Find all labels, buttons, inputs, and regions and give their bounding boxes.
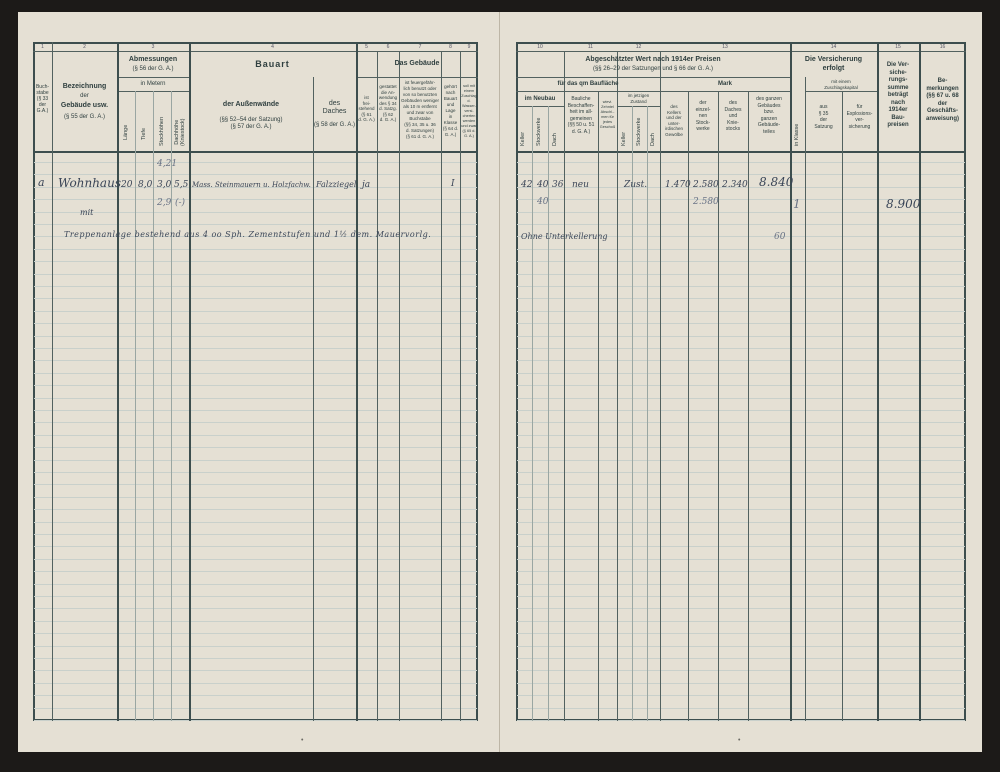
ruled-line xyxy=(517,174,965,175)
wert-keller-header: des Kellers und der unter- irdischen Gewölbe xyxy=(664,104,683,137)
ruled-line xyxy=(517,608,965,609)
aussenwaende-ref: (§§ 52–54 der Satzung) (§ 57 der G. A.) xyxy=(219,117,283,130)
col-number: 14 xyxy=(830,44,837,50)
ruled-line xyxy=(34,373,477,374)
neubau-header: im Neubau xyxy=(524,96,556,102)
col-line xyxy=(790,42,792,721)
ruled-line xyxy=(517,336,965,337)
ruled-line xyxy=(517,683,965,684)
col-number: 1 xyxy=(41,44,44,50)
col-number: 9 xyxy=(467,44,471,50)
summe-header: Die Ver- siche- rungs- summe beträgt nach 1914er Bau- preisen xyxy=(886,62,910,128)
col-number: 11 xyxy=(587,44,594,50)
col-line xyxy=(617,51,618,721)
abzug-header: wievi. Zehntel Abschl.- men für jedes Geschoß xyxy=(599,100,616,129)
col-number: 6 xyxy=(386,44,390,50)
ruled-line xyxy=(517,509,965,510)
col-number: 3 xyxy=(151,44,155,50)
ruled-line xyxy=(34,447,477,448)
ruled-line xyxy=(34,720,477,721)
col-line xyxy=(377,51,378,721)
header-rule xyxy=(117,77,189,78)
ruled-line xyxy=(34,646,477,647)
col-line xyxy=(919,42,921,721)
daches-title: des Daches xyxy=(322,100,347,115)
header-rule xyxy=(516,106,564,107)
ruled-line xyxy=(517,323,965,324)
bottom-mark: • xyxy=(301,737,304,744)
ruled-line xyxy=(34,534,477,535)
ruled-line xyxy=(34,174,477,175)
ruled-line xyxy=(517,646,965,647)
col-number: 4 xyxy=(271,44,274,50)
ruled-line xyxy=(517,621,965,622)
col-line xyxy=(135,91,136,721)
col-line xyxy=(632,106,633,721)
ruled-line xyxy=(34,274,477,275)
col-number: 12 xyxy=(635,44,642,50)
ruled-line xyxy=(34,323,477,324)
bauliche-header: Bauliche Beschaffen- heit im all- gemeinen (§§ 50 u. 51 d. G. A.) xyxy=(567,96,595,135)
abmessungen-ref: (§ 56 der G. A.) xyxy=(132,66,174,72)
col-line xyxy=(356,42,358,721)
ruled-line xyxy=(34,398,477,399)
wert-dach-header: des Daches und Knie- stocks xyxy=(724,100,742,132)
bezeichnung-ref: (§ 55 der G. A.) xyxy=(63,114,106,120)
ruled-line xyxy=(34,497,477,498)
col-line xyxy=(399,51,400,721)
col-number: 10 xyxy=(537,44,543,50)
col-line xyxy=(842,91,843,721)
ruled-line xyxy=(517,410,965,411)
mark-header: Mark xyxy=(717,81,732,87)
ruled-line xyxy=(34,683,477,684)
ruled-line xyxy=(517,534,965,535)
ruled-line xyxy=(517,670,965,671)
wert-ref: (§§ 26–29 der Satzungen und § 66 der G. A.) xyxy=(592,66,714,72)
ruled-line xyxy=(34,484,477,485)
entry-aussenwaende: Mass. Steinmauern u. Holzfachw. xyxy=(192,181,311,189)
ruled-line xyxy=(34,162,477,163)
ruled-line xyxy=(34,435,477,436)
col-line xyxy=(189,42,191,721)
ruled-line xyxy=(517,695,965,696)
gebaeude-freistehend: ist frei- stehend (§ 61 d. G. A.) xyxy=(358,95,375,122)
ruled-line xyxy=(34,249,477,250)
col-line xyxy=(117,42,119,721)
ruled-line xyxy=(517,708,965,709)
entry-wert-stock: 2.580 xyxy=(693,180,719,190)
versicherung-zuschlag: mit einem Zuschlagskapital xyxy=(824,79,858,90)
ruled-line xyxy=(517,298,965,299)
entry-stockhoehe: 3,0 xyxy=(157,180,172,190)
ruled-line xyxy=(34,298,477,299)
ruled-line xyxy=(34,460,477,461)
entry-tiefe: 8,0 xyxy=(138,180,153,190)
jetzt-keller: Keller xyxy=(621,131,627,146)
ruled-line xyxy=(517,422,965,423)
col-line xyxy=(805,77,806,721)
ruled-line xyxy=(34,336,477,337)
neubau-dach: Dach xyxy=(552,133,558,146)
ruled-line xyxy=(34,571,477,572)
header-bottom-rule xyxy=(516,151,966,153)
bauart-title: Bauart xyxy=(255,59,290,69)
entry-wert-ganz: 8.840 xyxy=(759,175,794,189)
col-tiefe: Tiefe xyxy=(141,127,147,140)
versicherung-title: Die Versicherung erfolgt xyxy=(804,56,863,72)
gebaeude-klasse: gehört nach Bauart und Lage in Klasse (§ 64 d. G. A.) xyxy=(442,84,459,137)
entry-bezeichnung: Wohnhaus xyxy=(58,176,121,190)
header-rule xyxy=(805,91,877,92)
col-line xyxy=(313,77,314,721)
col-line xyxy=(441,51,442,721)
entry-row3-ganz: 60 xyxy=(774,232,786,242)
bezeichnung-der: der xyxy=(80,93,89,99)
ruled-line xyxy=(34,311,477,312)
col-line xyxy=(52,42,53,721)
col-line xyxy=(532,106,533,721)
ruled-line xyxy=(517,261,965,262)
ruled-line xyxy=(34,658,477,659)
entry-bauliche: neu xyxy=(572,180,589,190)
ruled-line xyxy=(517,447,965,448)
ruled-line xyxy=(517,596,965,597)
buchstabe-header: Buch- stabe (§ 33 der G.A.) xyxy=(35,84,50,114)
entry-neubau-keller: 42 xyxy=(521,180,533,190)
entry-top-note: 4,21 xyxy=(157,159,178,169)
ruled-line xyxy=(517,658,965,659)
entry-klasse-mark: 1 xyxy=(793,197,801,211)
entry-row3-right: Ohne Unterkellerung xyxy=(521,232,608,241)
ruled-line xyxy=(34,509,477,510)
col-number: 16 xyxy=(939,44,946,50)
entry-summe: 8.900 xyxy=(886,197,921,211)
abmessungen-unit: in Metern xyxy=(140,81,166,87)
ruled-line xyxy=(34,261,477,262)
col-number: 13 xyxy=(722,44,728,50)
entry-neubau-dach: 36 xyxy=(552,180,564,190)
ruled-line xyxy=(517,559,965,560)
ruled-line xyxy=(517,571,965,572)
entry-freistehend: ja xyxy=(362,180,371,190)
ruled-line xyxy=(517,633,965,634)
ruled-line xyxy=(34,212,477,213)
ruled-line xyxy=(517,162,965,163)
col-number: 7 xyxy=(418,44,422,50)
col-dachhoehe: Dachhöhe (Kniestock) xyxy=(174,118,186,146)
ruled-line xyxy=(34,360,477,361)
ruled-line xyxy=(34,199,477,200)
versicherung-explosion: für Explosions- ver- sicherung xyxy=(846,104,873,130)
jetzt-dach: Dach xyxy=(650,133,656,146)
entry-neubau-stock: 40 xyxy=(537,180,549,190)
entry-buchstabe: a xyxy=(38,176,45,189)
versicherung-klasse: in Klasse xyxy=(794,123,800,146)
ruled-line xyxy=(517,360,965,361)
ruled-line xyxy=(517,373,965,374)
ruled-line xyxy=(34,708,477,709)
ruled-line xyxy=(517,720,965,721)
bezeichnung-gebaeude: Gebäude usw. xyxy=(60,102,109,109)
entry-row2-stockwerke: 2.580 xyxy=(693,197,719,207)
wert-ganzen-header: des ganzen Gebäudes bzw. ganzen Gebäude- teiles xyxy=(756,96,782,135)
jetzigen-header: im jetzigen Zustand xyxy=(627,93,650,104)
entry-wert-keller: 1.470 xyxy=(665,180,691,190)
ruled-line xyxy=(517,398,965,399)
ruled-line xyxy=(517,546,965,547)
versicherung-aus: aus § 35 der Satzung xyxy=(814,104,833,130)
ruled-line xyxy=(517,584,965,585)
bemerkungen-header: Be- merkungen (§§ 67 u. 68 der Geschäfts- anweisung) xyxy=(925,78,959,122)
daches-ref: (§ 58 der G. A.) xyxy=(313,122,356,128)
entry-row2-stock: 2,9 xyxy=(157,198,172,208)
entry-laenge: 20 xyxy=(121,180,133,190)
col-line xyxy=(153,91,154,721)
neubau-stockwerke: Stockwerke xyxy=(536,117,542,146)
ruled-line xyxy=(34,410,477,411)
header-rule xyxy=(617,106,660,107)
page-fold xyxy=(499,12,500,752)
ruled-line xyxy=(34,695,477,696)
ruled-line xyxy=(34,224,477,225)
ruled-line xyxy=(34,348,477,349)
ruled-line xyxy=(34,385,477,386)
header-bottom-rule xyxy=(33,151,478,153)
gebaeude-zuschlag: soll mit einem Zuschlag d. Wasser- versi- cherten werden und zwar (§ 65 d. G. A.) xyxy=(461,84,477,138)
col-line xyxy=(460,51,461,721)
ruled-line xyxy=(517,348,965,349)
col-number: 5 xyxy=(365,44,368,50)
ruled-line xyxy=(517,286,965,287)
entry-row2-dach: (-) xyxy=(175,198,186,208)
entry-row3-left: Treppenanlage bestehend aus 4 oo Sph. Zementstufen und 1½ dem. Mauervorlg. xyxy=(64,230,432,239)
bottom-mark: • xyxy=(738,737,741,744)
col-stockhoehen: Stockhöhen xyxy=(159,116,165,146)
ruled-line xyxy=(34,522,477,523)
ruled-line xyxy=(517,311,965,312)
ruled-line xyxy=(517,212,965,213)
ruled-line xyxy=(517,484,965,485)
col-line xyxy=(564,51,565,721)
ruled-line xyxy=(34,422,477,423)
col-number: 2 xyxy=(83,44,86,50)
numbers-row-line xyxy=(516,51,966,52)
ruled-line xyxy=(34,286,477,287)
gebaeude-title: Das Gebäude xyxy=(394,60,440,67)
ruled-line xyxy=(517,224,965,225)
ruled-line xyxy=(34,596,477,597)
col-number: 8 xyxy=(449,44,452,50)
entry-klasse: I xyxy=(451,179,455,189)
left-table-frame xyxy=(33,42,478,721)
ruled-line xyxy=(517,472,965,473)
ruled-line xyxy=(517,435,965,436)
neubau-keller: Keller xyxy=(520,131,526,146)
ruled-line xyxy=(517,460,965,461)
entry-mit: mit xyxy=(80,208,94,217)
ruled-line xyxy=(34,472,477,473)
col-number: 15 xyxy=(895,44,901,50)
col-line xyxy=(647,106,648,721)
ruled-line xyxy=(517,522,965,523)
jetzt-stockwerke: Stockwerke xyxy=(636,117,642,146)
bezeichnung-title: Bezeichnung xyxy=(62,83,107,90)
ruled-line xyxy=(517,249,965,250)
col-line xyxy=(748,91,749,721)
entry-row2-neubau: 40 xyxy=(537,197,549,207)
aussenwaende-title: der Außenwände xyxy=(222,101,280,108)
ruled-line xyxy=(517,385,965,386)
abmessungen-title: Abmessungen xyxy=(128,56,178,63)
gebaeude-anwendung: gestattet die An- wendung des § 34 d. Satzg. (§ 62 d. G. A.) xyxy=(378,84,398,122)
numbers-row-line xyxy=(33,51,478,52)
entry-wert-dach: 2.340 xyxy=(722,180,748,190)
right-table-frame xyxy=(516,42,966,721)
col-line xyxy=(598,91,599,721)
header-rule xyxy=(516,77,790,78)
ruled-line xyxy=(34,559,477,560)
entry-dach: Falzziegel xyxy=(316,180,357,189)
gebaeude-feuergefaehrlich: ist feuergefähr- lich benutzt oder von so benutzten Gebäuden weniger als 10 m entfernt und zwar von Buchstabe (§§ 34, 35 u. 36 d. Satzungen) (§ 61 d. G. A.) xyxy=(400,80,440,139)
ruled-line xyxy=(34,621,477,622)
ruled-line xyxy=(517,274,965,275)
entry-jetzt: Zust. xyxy=(624,180,648,190)
ruled-line xyxy=(34,584,477,585)
entry-dachhoehe: 5,5 xyxy=(174,180,189,190)
col-line xyxy=(877,42,879,721)
ruled-line xyxy=(517,497,965,498)
col-laenge: Länge xyxy=(123,124,129,140)
wert-stockwerke-header: der einzel- nen Stock- werke xyxy=(695,100,711,132)
ruled-line xyxy=(34,546,477,547)
col-line xyxy=(660,51,661,721)
ruled-line xyxy=(34,608,477,609)
ruled-line xyxy=(34,670,477,671)
wert-title: Abgeschätzter Wert nach 1914er Preisen xyxy=(585,56,721,63)
qm-header: für das qm Baufläche xyxy=(557,81,619,87)
ruled-line xyxy=(34,633,477,634)
